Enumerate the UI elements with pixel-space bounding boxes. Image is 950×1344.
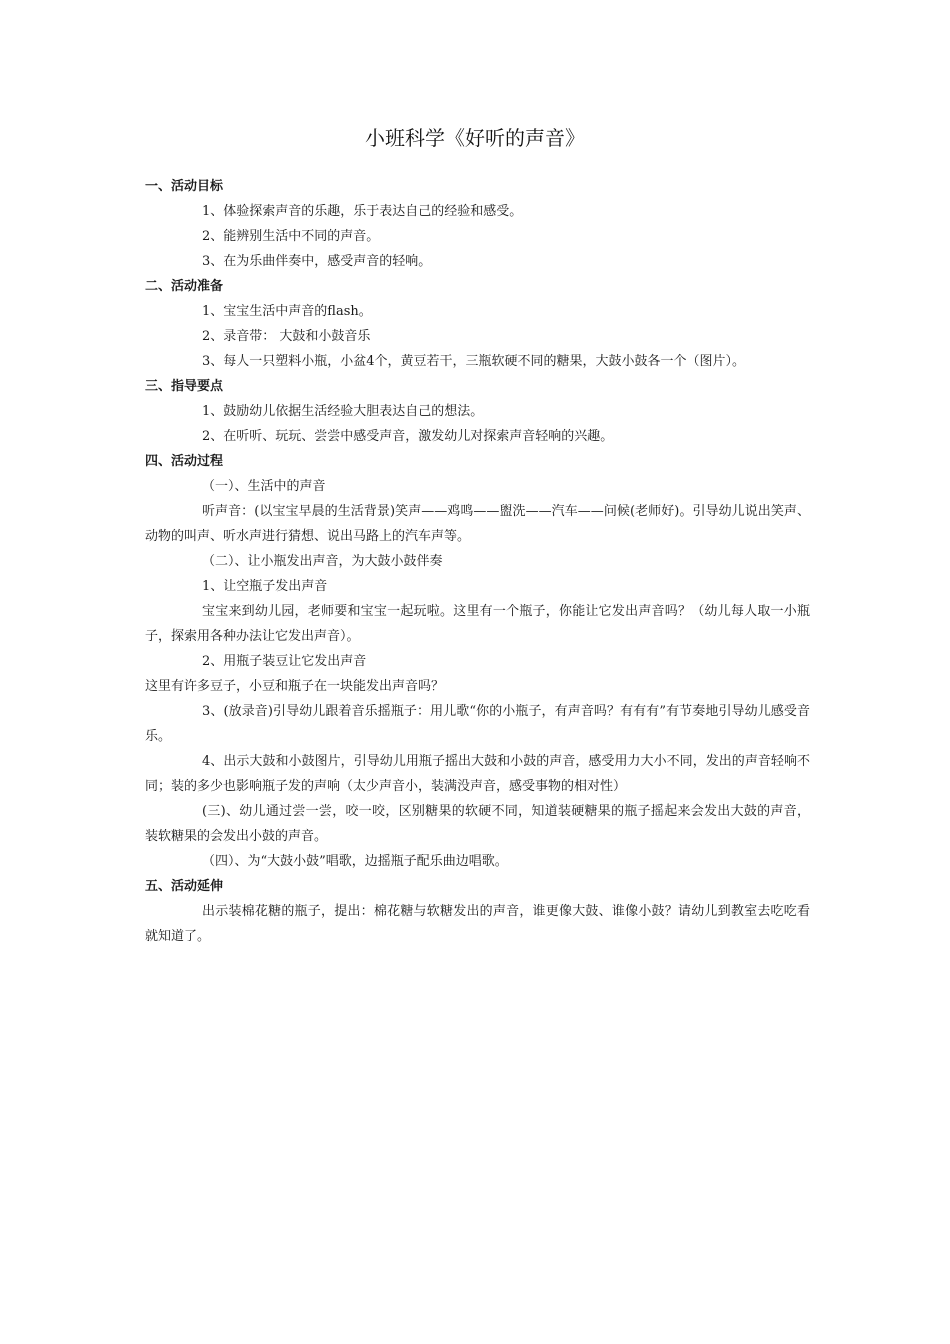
process-step2-para: 这里有许多豆子，小豆和瓶子在一块能发出声音吗？ [145,679,445,694]
section-heading-extension: 五、活动延伸 [145,879,224,894]
process-step1-title: 1、让空瓶子发出声音 [202,579,328,594]
process-step3-para: 3、(放录音)引导幼儿跟着音乐摇瓶子：用儿歌“你的小瓶子，有声音吗？有有有”有节奏地引导幼儿感受音乐。 [145,704,810,744]
section-heading-prep: 二、活动准备 [145,279,224,294]
prep-item: 2、录音带： 大鼓和小鼓音乐 [202,329,371,344]
goal-item: 2、能辨别生活中不同的声音。 [202,229,380,244]
process-part4-para: （四）、为“大鼓小鼓”唱歌，边摇瓶子配乐曲边唱歌。 [202,854,508,869]
goal-item: 3、在为乐曲伴奏中，感受声音的轻响。 [202,254,432,269]
process-step2-title: 2、用瓶子装豆让它发出声音 [202,654,367,669]
guide-item: 1、鼓励幼儿依据生活经验大胆表达自己的想法。 [202,404,484,419]
extension-para: 出示装棉花糖的瓶子，提出：棉花糖与软糖发出的声音，谁更像大鼓、谁像小鼓？请幼儿到教室去吃吃看就知道了。 [145,904,810,944]
process-part1-title: （一）、生活中的声音 [202,479,326,494]
process-part2-title: （二）、让小瓶发出声音，为大鼓小鼓伴奏 [202,554,443,569]
process-part1-para: 听声音：(以宝宝早晨的生活背景)笑声——鸡鸣——盥洗——汽车——问候(老师好)。引导幼儿说出笑声、动物的叫声、听水声进行猜想、说出马路上的汽车声等。 [145,504,810,544]
prep-item: 1、宝宝生活中声音的flash。 [202,304,372,319]
guide-item: 2、在听听、玩玩、尝尝中感受声音，激发幼儿对探索声音轻响的兴趣。 [202,429,614,444]
goal-item: 1、体验探索声音的乐趣，乐于表达自己的经验和感受。 [202,204,523,219]
section-heading-process: 四、活动过程 [145,454,224,469]
process-part3-para: (三)、幼儿通过尝一尝，咬一咬，区别糖果的软硬不同，知道装硬糖果的瓶子摇起来会发出大鼓的声音，装软糖果的会发出小鼓的声音。 [145,804,810,844]
section-heading-goals: 一、活动目标 [145,179,224,194]
process-step4-para: 4、出示大鼓和小鼓图片，引导幼儿用瓶子摇出大鼓和小鼓的声音，感受用力大小不同，发出的声音轻响不同；装的多少也影响瓶子发的声响（太少声音小，装满没声音，感受事物的相对性） [145,754,810,794]
process-step1-para: 宝宝来到幼儿园，老师要和宝宝一起玩啦。这里有一个瓶子，你能让它发出声音吗？（幼儿每人取一小瓶子，探索用各种办法让它发出声音）。 [145,604,810,644]
document-title: 小班科学《好听的声音》 [365,126,585,150]
document-body [145,174,810,949]
section-heading-guide: 三、指导要点 [145,379,224,394]
prep-item: 3、每人一只塑料小瓶，小盆4个，黄豆若干，三瓶软硬不同的糖果，大鼓小鼓各一个（图片）。 [202,354,746,369]
